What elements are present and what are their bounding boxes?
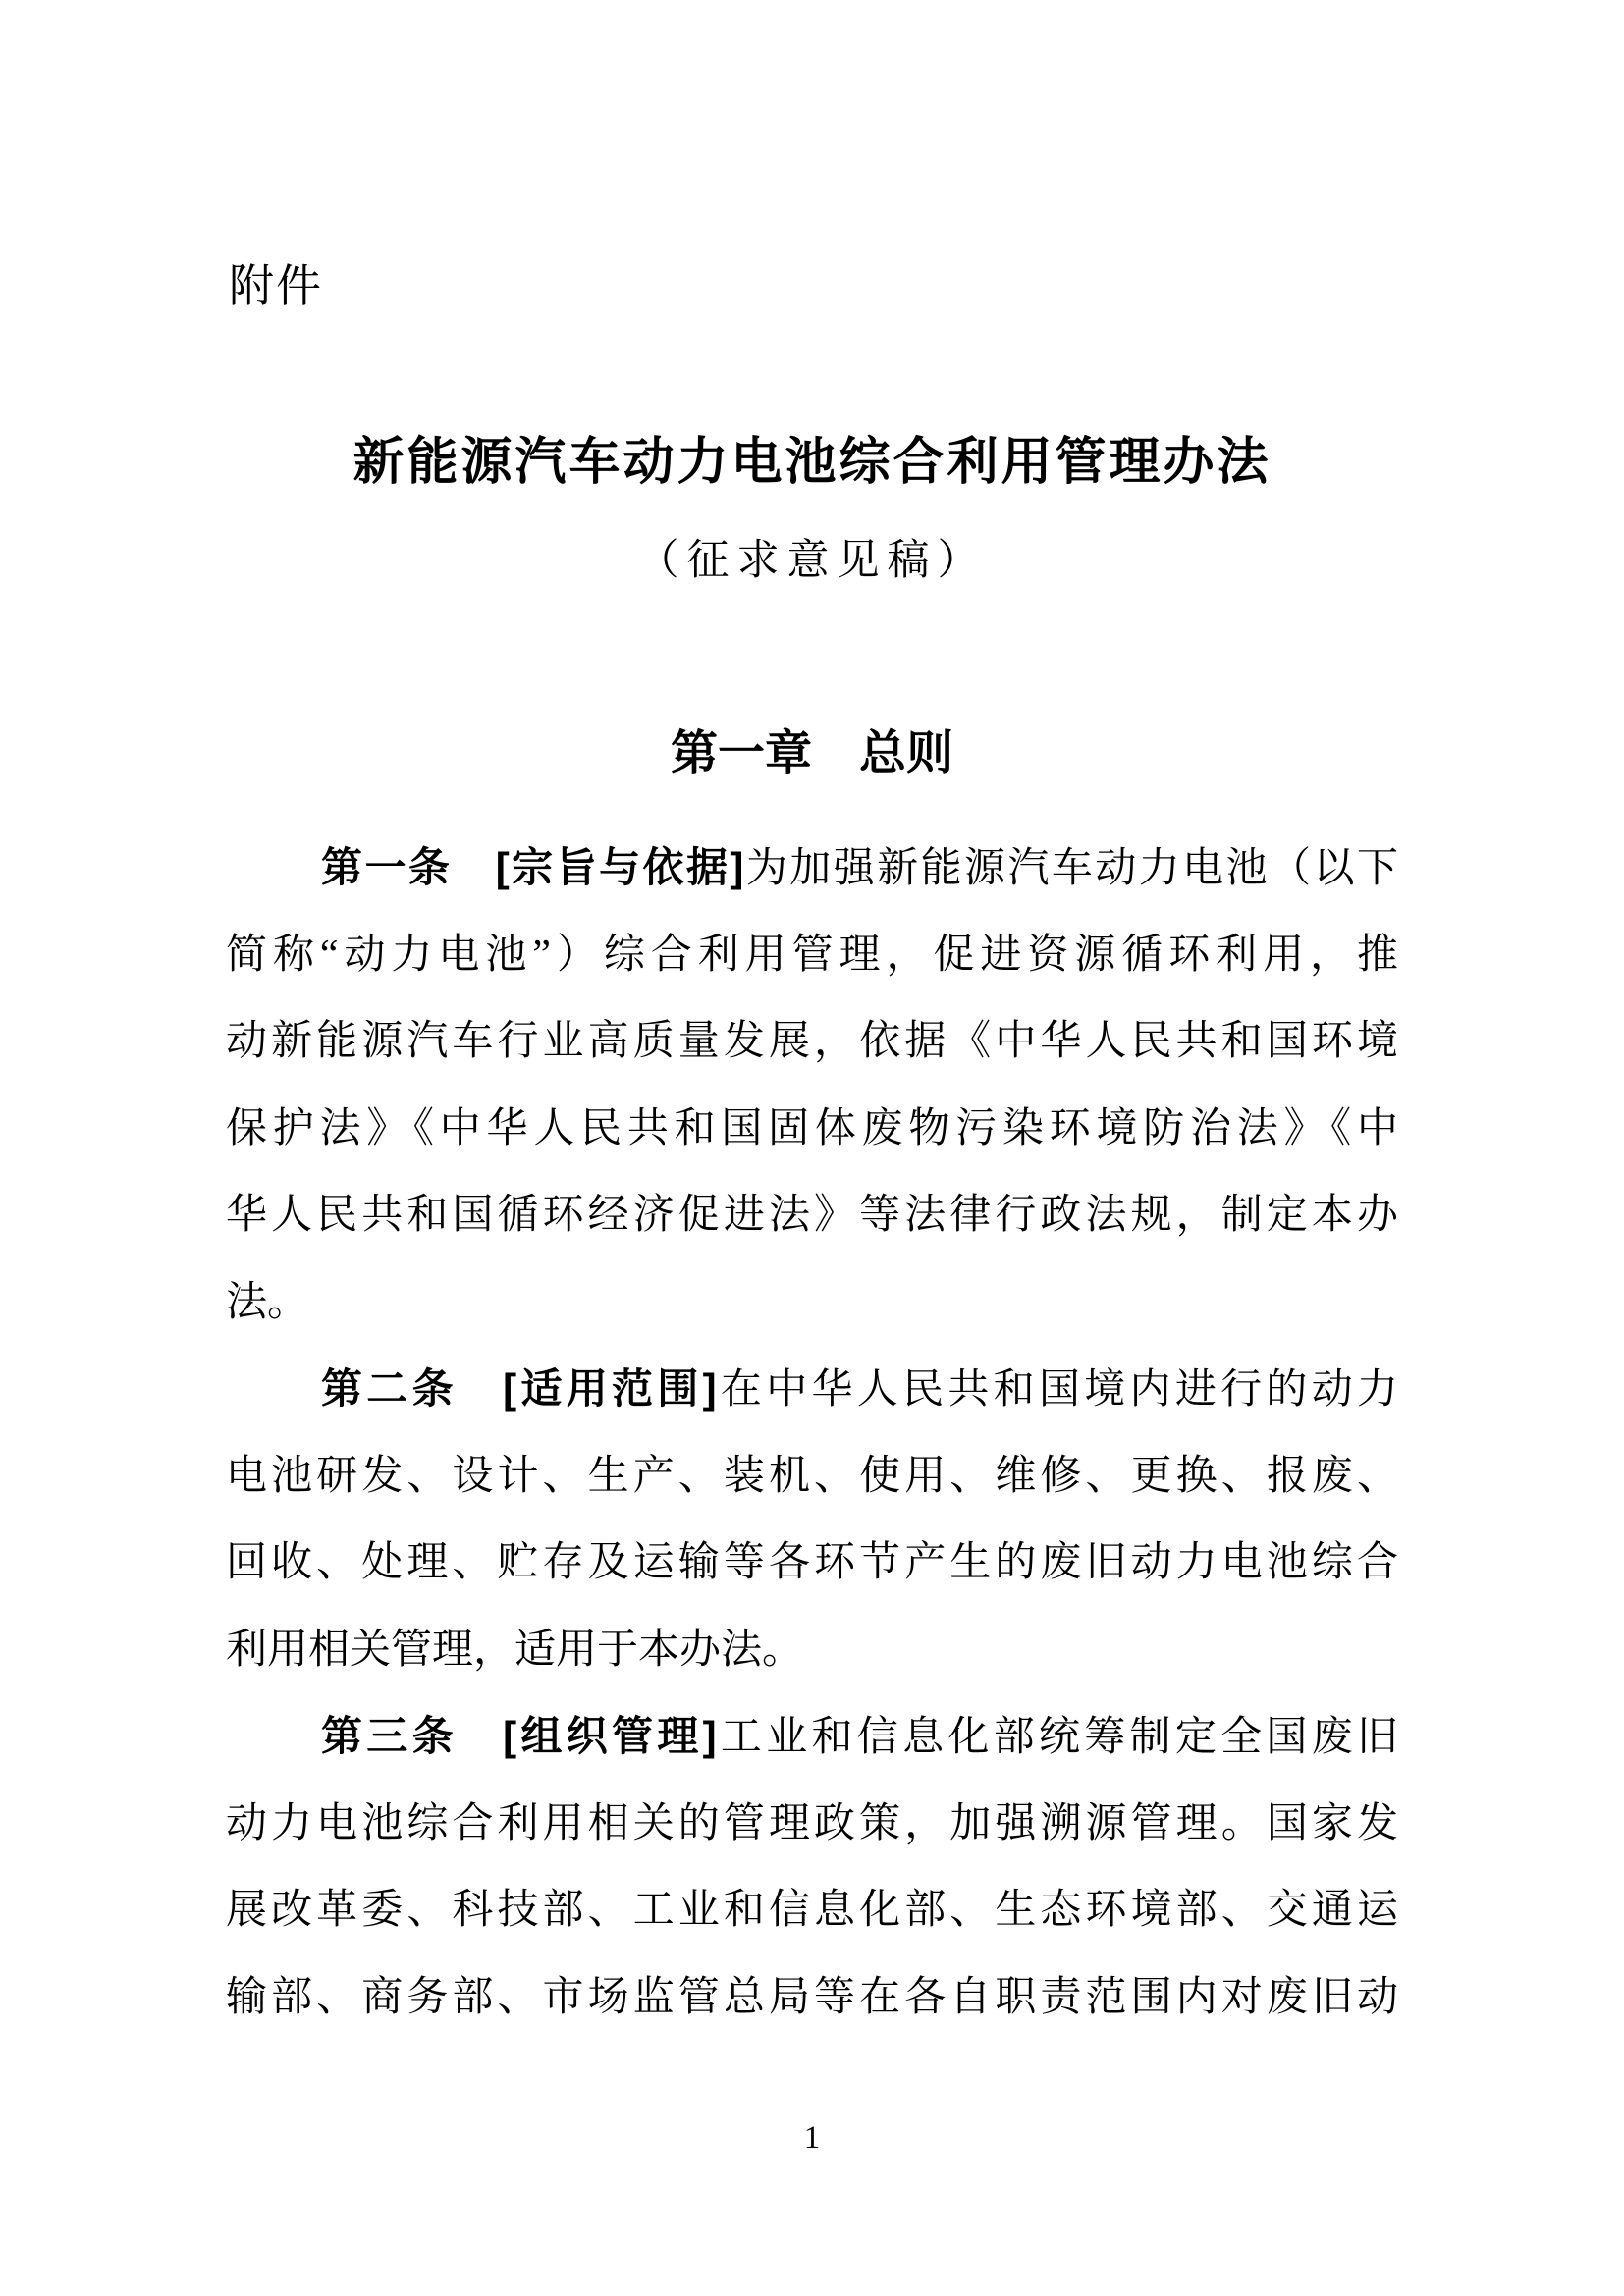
article-text: 为加强新能源汽车动力电池（以下 — [743, 846, 1398, 891]
article-text: 回收、处理、贮存及运输等各环节产生的废旧动力电池综合 — [226, 1540, 1398, 1585]
article-text: 动新能源汽车行业高质量发展，依据《中华人民共和国环境 — [226, 1019, 1398, 1064]
article-line — [226, 998, 1398, 1086]
article-number-and-tag: 第一条 [宗旨与依据] — [321, 844, 744, 890]
article-line — [226, 1346, 1398, 1433]
article-line — [226, 1954, 1398, 2042]
article-line — [226, 1867, 1398, 1954]
article-line — [226, 1433, 1398, 1521]
article-text: 在中华人民共和国境内进行的动力 — [716, 1367, 1398, 1413]
article-text: 法。 — [226, 1279, 309, 1325]
article-line — [226, 825, 1398, 912]
article-text: 动力电池综合利用相关的管理政策，加强溯源管理。国家发 — [226, 1800, 1398, 1846]
article-line — [226, 1520, 1398, 1607]
article-text: 工业和信息化部统筹制定全国废旧 — [716, 1715, 1398, 1760]
article-text: 华人民共和国循环经济促进法》等法律行政法规，制定本办 — [226, 1193, 1398, 1238]
article-line — [226, 1693, 1398, 1781]
article-line — [226, 1086, 1398, 1173]
document-title: 新能源汽车动力电池综合利用管理办法 — [352, 434, 1272, 491]
page-number: 1 — [803, 2120, 821, 2156]
article-line — [226, 912, 1398, 999]
article-text: 输部、商务部、市场监管总局等在各自职责范围内对废旧动 — [226, 1974, 1398, 2020]
article-text: 电池研发、设计、生产、装机、使用、维修、更换、报废、 — [226, 1453, 1398, 1499]
article-number-and-tag: 第二条 [适用范围] — [321, 1365, 717, 1412]
article-line — [226, 1259, 1398, 1347]
article-text: 保护法》《中华人民共和国固体废物污染环境防治法》《中 — [226, 1105, 1398, 1151]
article-line — [226, 1172, 1398, 1259]
article-line — [226, 1607, 1398, 1694]
article-line — [226, 1781, 1398, 1868]
article-text: 展改革委、科技部、工业和信息化部、生态环境部、交通运 — [226, 1888, 1398, 1933]
article-text: 利用相关管理，适用于本办法。 — [226, 1627, 804, 1673]
attachment-label: 附件 — [229, 260, 323, 311]
article-text: 简称“动力电池”）综合利用管理，促进资源循环利用，推 — [226, 932, 1398, 978]
document-subtitle: （征求意见稿） — [636, 538, 988, 584]
document-body — [226, 825, 1398, 2041]
chapter-heading: 第一章 总则 — [670, 727, 953, 779]
article-number-and-tag: 第三条 [组织管理] — [321, 1713, 717, 1759]
